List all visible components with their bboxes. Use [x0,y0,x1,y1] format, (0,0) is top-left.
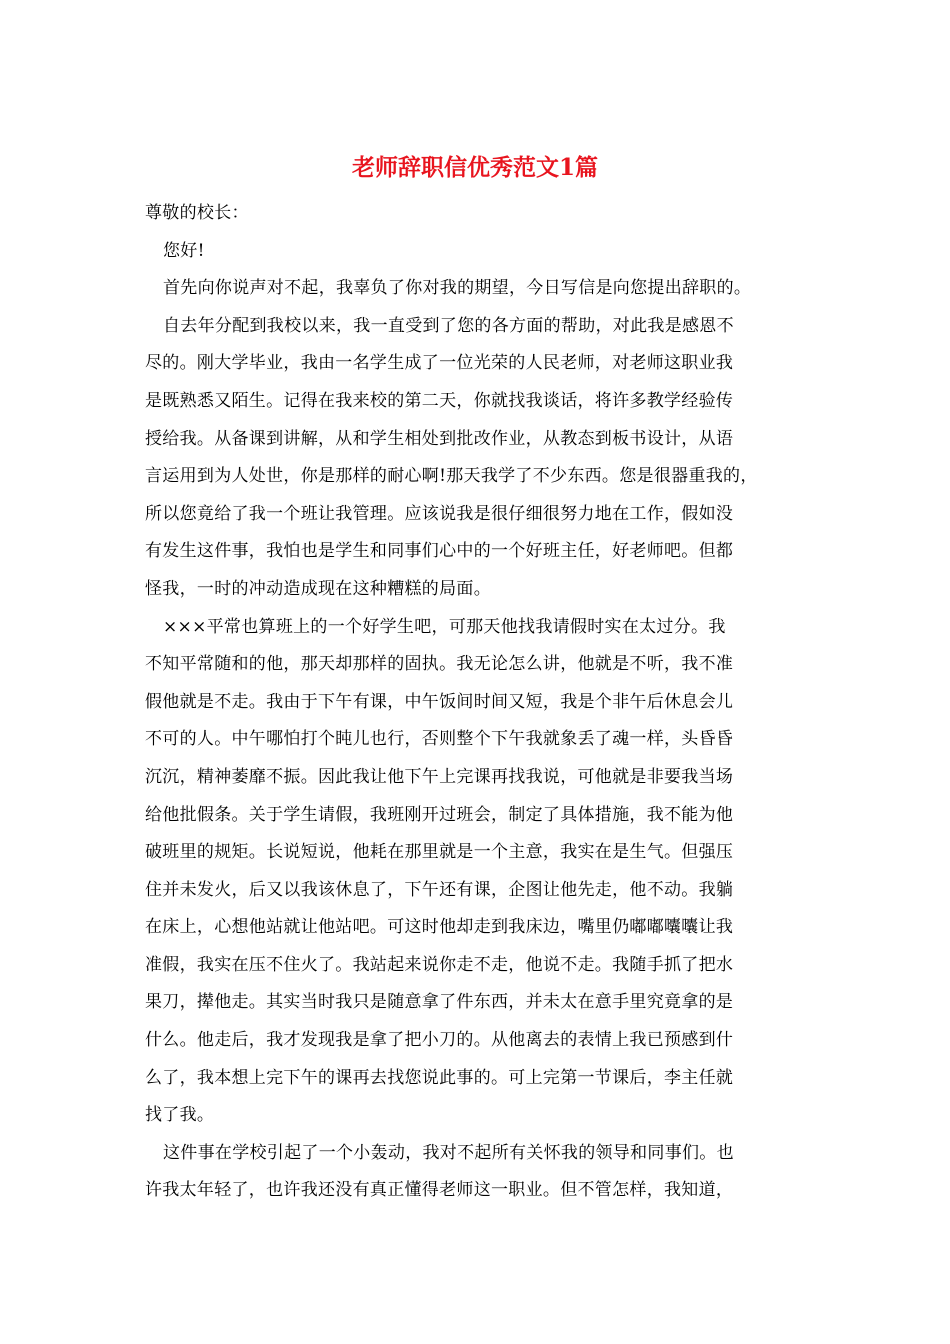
document-title: 老师辞职信优秀范文1篇 [351,154,598,181]
text-line: 假他就是不走。我由于下午有课，中午饭间时间又短，我是个非午后休息会儿 [145,691,734,712]
text-line: 破班里的规矩。长说短说，他耗在那里就是一个主意，我实在是生气。但强压 [145,842,734,863]
text-line: 这件事在学校引起了一个小轰动，我对不起所有关怀我的领导和同事们。也 [163,1142,734,1163]
text-line: 自去年分配到我校以来，我一直受到了您的各方面的帮助，对此我是感恩不 [163,315,734,336]
text-line: 尽的。刚大学毕业，我由一名学生成了一位光荣的人民老师，对老师这职业我 [145,353,734,374]
text-line: 授给我。从备课到讲解，从和学生相处到批改作业，从教态到板书设计，从语 [145,428,734,449]
salutation: 尊敬的校长： [145,203,249,223]
text-line: 是既熟悉又陌生。记得在我来校的第二天，你就找我谈话，将许多教学经验传 [145,390,734,411]
text-line: ×××平常也算班上的一个好学生吧，可那天他找我请假时实在太过分。我 [163,616,726,637]
text-line: 么了，我本想上完下午的课再去找您说此事的。可上完第一节课后，李主任就 [145,1067,734,1088]
letter-body [145,195,825,1210]
text-line: 许我太年轻了，也许我还没有真正懂得老师这一职业。但不管怎样，我知道， [145,1180,734,1201]
text-line: 准假，我实在压不住火了。我站起来说你走不走，他说不走。我随手抓了把水 [145,954,734,975]
text-line: 所以您竟给了我一个班让我管理。应该说我是很仔细很努力地在工作，假如没 [145,503,734,524]
text-line: 什么。他走后，我才发现我是拿了把小刀的。从他离去的表情上我已预感到什 [145,1030,734,1051]
text-line: 首先向你说声对不起，我辜负了你对我的期望，今日写信是向您提出辞职的。 [163,278,752,299]
text-line: 住并未发火，后又以我该休息了，下午还有课，企图让他先走，他不动。我躺 [145,879,734,900]
text-line: 不知平常随和的他，那天却那样的固执。我无论怎么讲，他就是不听，我不准 [145,654,734,675]
greeting: 您好! [163,240,205,261]
text-line: 在床上，心想他站就让他站吧。可这时他却走到我床边，嘴里仍嘟嘟囔囔让我 [145,917,734,938]
text-line: 给他批假条。关于学生请假，我班刚开过班会，制定了具体措施，我不能为他 [145,804,734,825]
text-line: 果刀，撵他走。其实当时我只是随意拿了件东西，并未太在意手里究竟拿的是 [145,992,734,1013]
text-line: 有发生这件事，我怕也是学生和同事们心中的一个好班主任，好老师吧。但都 [145,541,734,562]
text-line: 沉沉，精神萎靡不振。因此我让他下午上完课再找我说，可他就是非要我当场 [145,766,734,787]
text-line: 不可的人。中午哪怕打个盹儿也行，否则整个下午我就象丢了魂一样，头昏昏 [145,729,734,750]
text-line: 找了我。 [145,1105,215,1126]
text-line: 言运用到为人处世，你是那样的耐心啊!那天我学了不少东西。您是很器重我的， [145,466,758,487]
text-line: 怪我，一时的冲动造成现在这种糟糕的局面。 [145,578,491,599]
